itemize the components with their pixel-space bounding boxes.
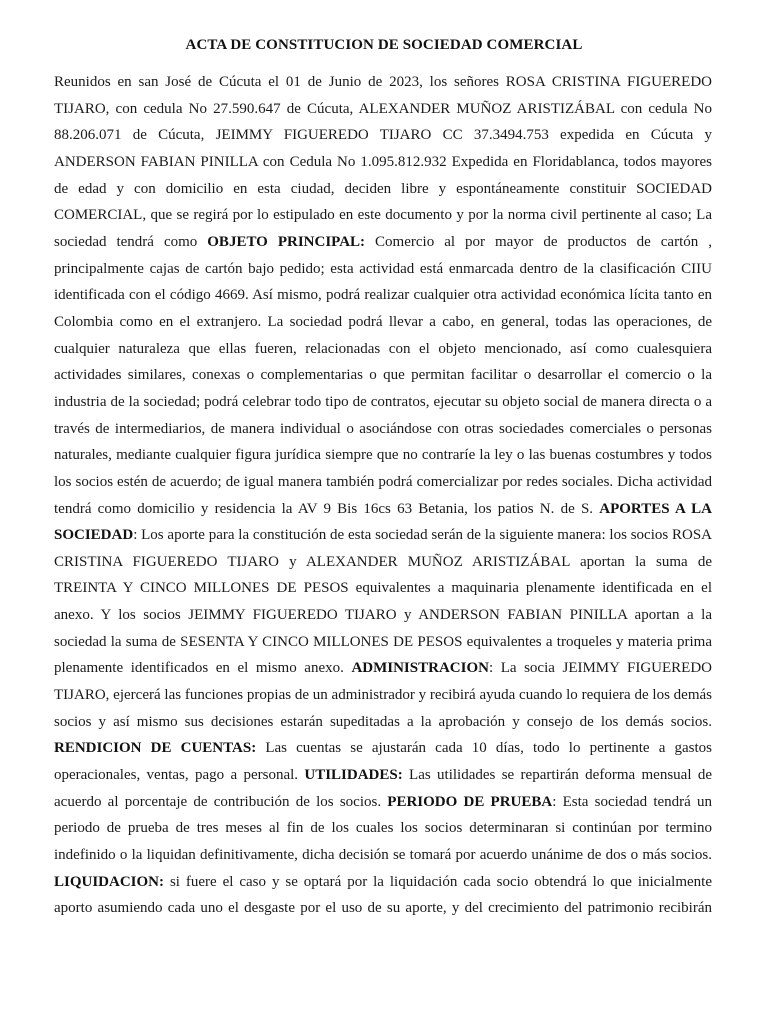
body-text-run: Comercio al por mayor de productos de cartón , principalmente cajas de cartón bajo pedido; esta actividad está enmarcada dentro de la clasificación CIIU identificada con el código 4669. Así mismo, podrá realizar cualquier otra actividad económica lícita tanto en Colombia como en el extranjero. La sociedad podrá llevar a cabo, en general, todas las operaciones, de cualquier naturaleza que ellas fueren, relacionadas con el objeto mencionado, así como cualesquiera actividades similares, conexas o complementarias o que permitan facilitar o desarrollar el comercio o la industria de la sociedad; podrá celebrar todo tipo de contratos, ejecutar su objeto social de manera directa o a través de intermediarios, de manera individual o asociándose con otras sociedades comerciales o personas naturales, mediante cualquier figura jurídica siempre que no contraríe la ley o las buenas costumbres y todos los socios estén de acuerdo; de igual manera también podrá comercializar por redes sociales. Dicha actividad tendrá como domicilio y residencia la AV 9 Bis 16cs 63 Betania, los patios N. de S. [54, 233, 713, 517]
body-text-run: : Los aporte para la constitución de esta sociedad serán de la siguiente manera: los socios ROSA CRISTINA FIGUEREDO TIJARO y ALEXANDER MUÑOZ ARISTIZÁBAL aportan la suma de TREINTA Y CINCO MILLONES DE PESOS equivalentes a maquinaria plenamente identificada en el anexo. Y los socios JEIMMY FIGUEREDO TIJARO y ANDERSON FABIAN PINILLA aportan a la sociedad la suma de SESENTA Y CINCO MILLONES DE PESOS equivalentes a troqueles y materia prima plenamente identificados en el mismo anexo. [54, 527, 712, 677]
body-text-run: si fuere el caso y se optará por la liquidación cada socio obtendrá lo que inicialmente aporto asumiendo cada uno el desgaste por el uso de su aporte, y del crecimiento del patrimonio recibirán [54, 873, 712, 917]
body-text-run: : La socia JEIMMY FIGUEREDO TIJARO, ejercerá las funciones propias de un administrador y recibirá ayuda cuando lo requiera de los demás socios y así mismo sus decisiones estarán supeditadas a la aprobación y consejo de los demás socios. [54, 660, 712, 730]
document-body [54, 69, 712, 922]
section-heading: UTILIDADES: [304, 767, 403, 784]
body-text-run: Las utilidades se repartirán deforma mensual de acuerdo al porcentaje de contribución de los socios. [54, 767, 712, 810]
section-heading: LIQUIDACION: [54, 873, 165, 890]
section-heading: ADMINISTRACION [351, 660, 489, 677]
section-heading: APORTES A LA SOCIEDAD [54, 500, 712, 544]
body-text-run: Reunidos en san José de Cúcuta el 01 de Junio de 2023, los señores ROSA CRISTINA FIGUEREDO TIJARO, con cedula No 27.590.647 de Cúcuta, ALEXANDER MUÑOZ ARISTIZÁBAL con cedula No 88.206.071 de Cúcuta, JEIMMY FIGUEREDO TIJARO CC 37.3494.753 expedida en Cúcuta y ANDERSON FABIAN PINILLA con Cedula No 1.095.812.932 Expedida en Floridablanca, todos mayores de edad y con domicilio en esta ciudad, deciden libre y espontáneamente constituir SOCIEDAD COMERCIAL, que se regirá por lo estipulado en este documento y por la norma civil pertinente al caso; La sociedad tendrá como [54, 74, 712, 250]
section-heading: PERIODO DE PRUEBA [387, 793, 553, 810]
document-title: ACTA DE CONSTITUCION DE SOCIEDAD COMERCIAL [185, 37, 583, 53]
section-heading: OBJETO PRINCIPAL: [207, 233, 366, 250]
section-heading: RENDICION DE CUENTAS: [54, 740, 257, 757]
body-text-run: : Esta sociedad tendrá un periodo de prueba de tres meses al fin de los cuales los socios determinaran si continúan por termino indefinido o la liquidan definitivamente, dicha decisión se tomará por acuerdo unánime de dos o más socios. [54, 793, 713, 864]
body-text-run: Las cuentas se ajustarán cada 10 días, todo lo pertinente a gastos operacionales, ventas, pago a personal. [54, 740, 712, 784]
